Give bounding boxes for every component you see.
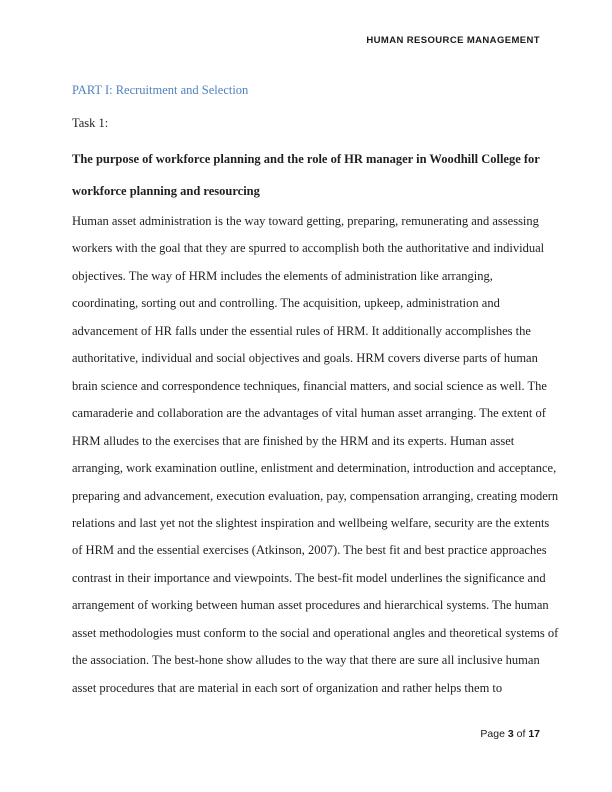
- body-line: authoritative, individual and social objectives and goals. HRM covers diverse parts of human: [72, 351, 538, 366]
- body-line: HRM alludes to the exercises that are finished by the HRM and its experts. Human asset: [72, 433, 515, 448]
- body-line: camaraderie and collaboration are the advantages of vital human asset arranging. The extent of: [72, 406, 546, 421]
- body-paragraph: [72, 208, 559, 702]
- body-line: Human asset administration is the way toward getting, preparing, remunerating and assessing: [72, 214, 539, 228]
- body-line: arrangement of working between human asset procedures and hierarchical systems. The human: [72, 598, 549, 613]
- document-title: [72, 143, 552, 207]
- body-line: of HRM and the essential exercises (Atkinson, 2007). The best fit and best practice approaches: [72, 543, 547, 558]
- body-line: the association. The best-hone show alludes to the way that there are sure all inclusive human: [72, 653, 540, 668]
- body-line: advancement of HR falls under the essential rules of HRM. It additionally accomplishes the: [72, 323, 531, 338]
- total-pages: 17: [528, 728, 540, 740]
- body-line: asset methodologies must conform to the social and operational angles and theoretical systems of: [72, 625, 559, 640]
- body-line: brain science and correspondence techniques, financial matters, and social science as well. The: [72, 378, 547, 393]
- page-footer: [480, 728, 540, 740]
- body-line: arranging, work examination outline, enlistment and determination, introduction and acceptance,: [72, 461, 557, 476]
- page-label: Page: [480, 728, 505, 740]
- body-line: workers with the goal that they are spurred to accomplish both the authoritative and individual: [72, 241, 545, 256]
- task-label: Task 1:: [72, 116, 109, 130]
- body-line: coordinating, sorting out and controlling. The acquisition, upkeep, administration and: [72, 296, 500, 311]
- body-line: asset procedures that are material in each sort of organization and rather helps them to: [72, 680, 503, 695]
- document-title-line: The purpose of workforce planning and the role of HR manager in Woodhill College for: [72, 152, 540, 166]
- body-line: objectives. The way of HRM includes the elements of administration like arranging,: [72, 268, 493, 283]
- body-line: contrast in their importance and viewpoints. The best-fit model underlines the significance and: [72, 570, 546, 585]
- section-heading: PART I: Recruitment and Selection: [72, 83, 249, 97]
- page-number: 3: [507, 728, 514, 740]
- document-title-line: workforce planning and resourcing: [72, 184, 260, 198]
- of-label: of: [516, 728, 526, 740]
- body-line: preparing and advancement, execution evaluation, pay, compensation arranging, creating modern: [72, 488, 559, 503]
- body-line: relations and last yet not the slightest inspiration and wellbeing welfare, security are the extents: [72, 515, 550, 530]
- running-header-title: HUMAN RESOURCE MANAGEMENT: [366, 35, 540, 46]
